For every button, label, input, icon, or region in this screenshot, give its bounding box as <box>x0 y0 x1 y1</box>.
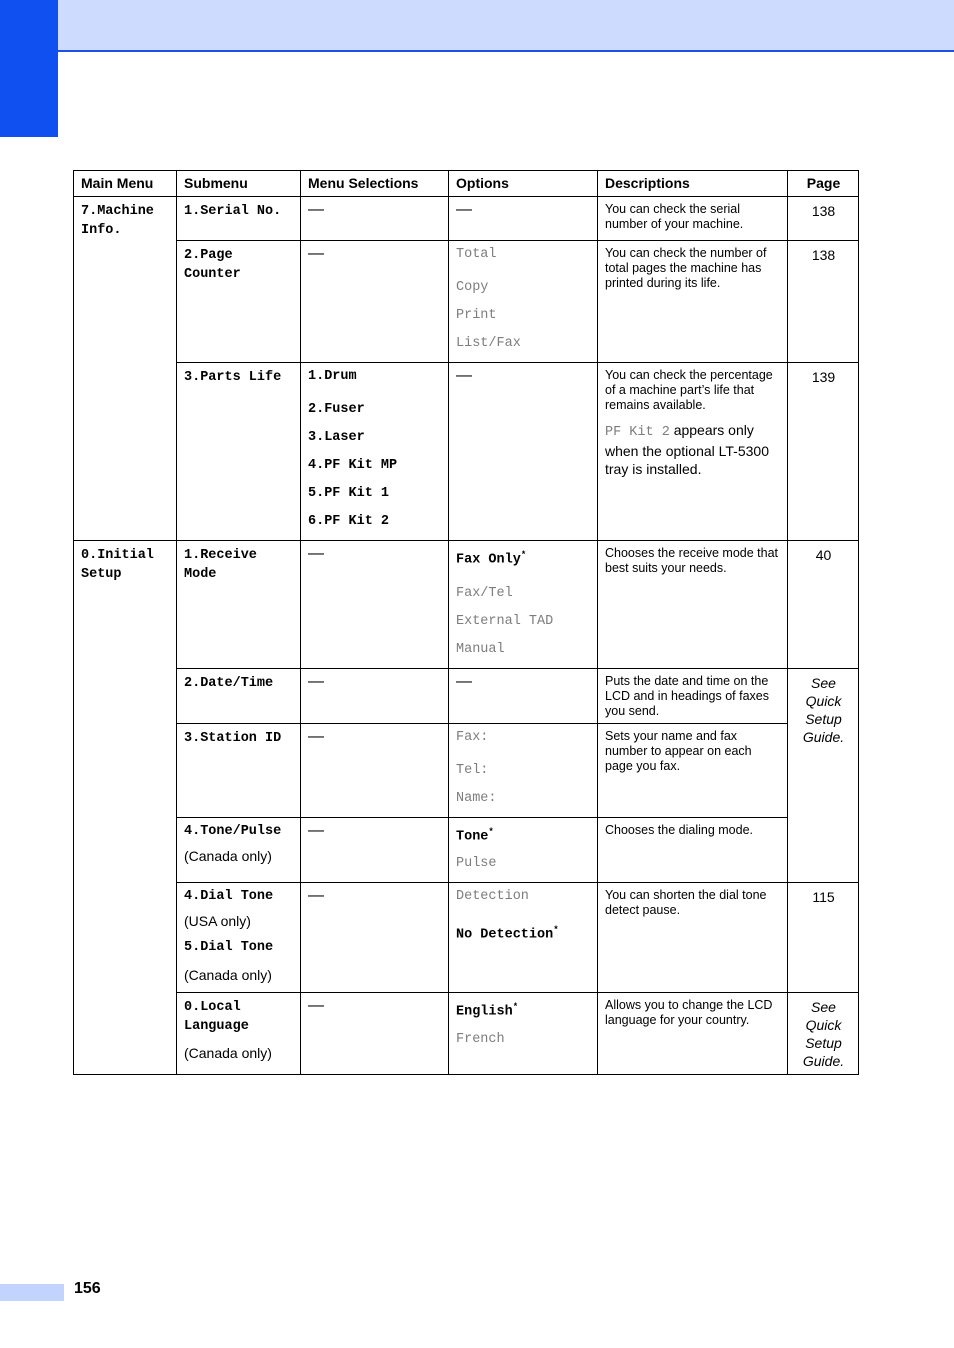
option-tone <box>456 823 591 847</box>
submenu-dial-tone-usa: 4.Dial Tone <box>184 889 274 904</box>
option-tel: Tel: <box>456 762 489 778</box>
selection-pf-kit-2: 6.PF Kit 2 <box>308 514 390 529</box>
submenu-note: (Canada only) <box>184 1045 272 1061</box>
table-row <box>74 817 859 883</box>
table-row <box>74 363 859 541</box>
description: Sets your name and fax number to appear on each page you fax. <box>598 723 788 817</box>
submenu-date-time: 2.Date/Time <box>184 675 274 691</box>
description: Chooses the receive mode that best suits your needs. <box>598 541 788 669</box>
option-fax-only <box>456 546 591 570</box>
selection-dash: — <box>308 887 324 904</box>
page-ref-line: Quick <box>805 1017 842 1033</box>
option-dash: — <box>456 672 472 690</box>
option-fax-only-label: Fax Only <box>456 552 521 568</box>
page-ref-line: Setup <box>805 1035 842 1051</box>
description: You can check the number of total pages the machine has printed during its life. <box>598 241 788 363</box>
default-marker: * <box>512 1002 519 1012</box>
header-page: Page <box>788 171 859 197</box>
selection-dash: — <box>308 245 324 262</box>
page-ref: 115 <box>788 883 859 993</box>
chapter-tab <box>0 0 58 137</box>
option-english <box>456 998 591 1022</box>
option-copy: Copy <box>456 280 489 295</box>
submenu-parts-life: 3.Parts Life <box>184 370 282 385</box>
page-ref-line: See <box>811 674 836 691</box>
option-manual: Manual <box>456 641 505 657</box>
header-band <box>0 0 954 52</box>
description: Chooses the dialing mode. <box>598 817 788 883</box>
main-menu-cell <box>74 541 177 1075</box>
description: Puts the date and time on the LCD and in headings of faxes you send. <box>598 668 788 723</box>
default-marker: * <box>520 550 527 560</box>
submenu-note: (Canada only) <box>184 967 272 983</box>
description: You can check the serial number of your machine. <box>598 197 788 241</box>
submenu-receive-mode: 1.Receive Mode <box>184 548 257 582</box>
header-submenu: Submenu <box>177 171 301 197</box>
page-ref-line: Guide. <box>802 728 845 745</box>
menu-table <box>73 170 859 1075</box>
selection-dash: — <box>308 672 324 690</box>
option-dash: — <box>456 367 472 384</box>
main-menu-machine-info: 7.Machine Info. <box>81 204 154 238</box>
option-fax-tel: Fax/Tel <box>456 585 513 601</box>
submenu-note: (USA only) <box>184 913 251 929</box>
main-menu-initial-setup: 0.Initial Setup <box>81 548 154 582</box>
option-french: French <box>456 1031 505 1047</box>
main-menu-cell <box>74 197 177 541</box>
page-ref-see-guide <box>788 993 859 1075</box>
description: You can shorten the dial tone detect pause. <box>598 883 788 993</box>
option-external-tad: External TAD <box>456 613 554 629</box>
page-ref: 138 <box>788 197 859 241</box>
header-descriptions: Descriptions <box>598 171 788 197</box>
selection-dash: — <box>308 545 324 562</box>
submenu-page-counter: 2.Page Counter <box>184 248 241 282</box>
table-row <box>74 883 859 993</box>
table-row <box>74 723 859 817</box>
description: You can check the percentage of a machine part’s life that remains available. <box>605 368 773 412</box>
selection-dash: — <box>308 201 324 218</box>
note-code: PF Kit 2 <box>605 425 670 440</box>
selection-dash: — <box>308 997 324 1014</box>
option-print: Print <box>456 308 497 323</box>
selection-drum: 1.Drum <box>308 369 357 384</box>
note-text: appears only when the optional LT-5300 tray is installed. <box>605 422 769 477</box>
submenu-station-id: 3.Station ID <box>184 730 282 746</box>
option-total: Total <box>456 247 497 262</box>
default-marker: * <box>553 925 559 935</box>
submenu-serial-no: 1.Serial No. <box>184 204 282 219</box>
option-list-fax: List/Fax <box>456 336 521 351</box>
selection-pf-kit-1: 5.PF Kit 1 <box>308 486 390 501</box>
page-ref: 139 <box>788 363 859 541</box>
option-detection: Detection <box>456 889 529 904</box>
option-fax: Fax: <box>456 729 489 745</box>
page-ref-line: Quick <box>805 692 842 709</box>
description: Allows you to change the LCD language for your country. <box>598 993 788 1075</box>
header-menu-selections: Menu Selections <box>301 171 449 197</box>
page-number: 156 <box>74 1280 101 1297</box>
table-header-row <box>74 171 859 197</box>
page-ref-line: Setup <box>805 710 842 727</box>
description-note <box>605 421 781 478</box>
option-pulse: Pulse <box>456 856 497 871</box>
option-tone-label: Tone <box>456 829 489 844</box>
table-row <box>74 993 859 1075</box>
header-main-menu: Main Menu <box>74 171 177 197</box>
table-row <box>74 668 859 723</box>
table-row <box>74 241 859 363</box>
selection-pf-kit-mp: 4.PF Kit MP <box>308 458 398 473</box>
selection-dash: — <box>308 821 324 839</box>
selection-dash: — <box>308 727 324 745</box>
option-name: Name: <box>456 790 497 806</box>
page-ref-see-guide <box>788 668 859 883</box>
option-english-label: English <box>456 1004 513 1020</box>
page-ref: 138 <box>788 241 859 363</box>
submenu-tone-pulse: 4.Tone/Pulse <box>184 823 282 839</box>
table-row <box>74 541 859 669</box>
page-tab <box>0 1284 64 1301</box>
header-options: Options <box>449 171 598 197</box>
submenu-dial-tone-canada: 5.Dial Tone <box>184 940 274 955</box>
page-ref-line: Guide. <box>802 1053 845 1069</box>
selection-laser: 3.Laser <box>308 430 365 445</box>
selection-fuser: 2.Fuser <box>308 402 365 417</box>
page-ref: 40 <box>788 541 859 669</box>
table-row <box>74 197 859 241</box>
option-dash: — <box>456 201 472 218</box>
option-no-detection <box>456 916 591 950</box>
option-no-detection-label: No Detection <box>456 927 554 943</box>
default-marker: * <box>488 826 494 837</box>
page-ref-line: See <box>811 999 836 1015</box>
submenu-local-language: 0.Local Language <box>184 1000 249 1034</box>
submenu-note: (Canada only) <box>184 847 272 864</box>
